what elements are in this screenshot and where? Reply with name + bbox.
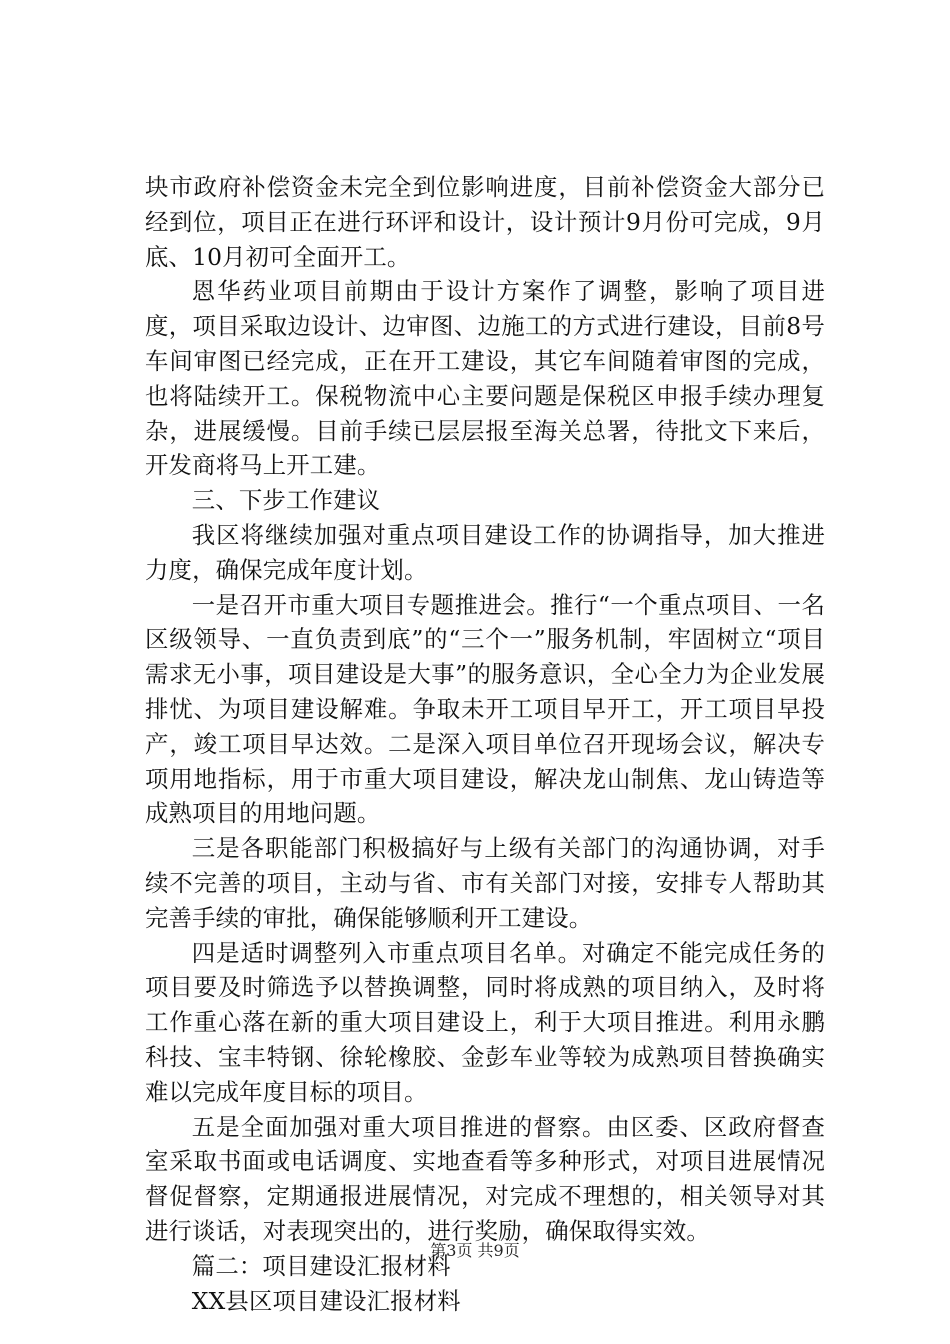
paragraph-4: 一是召开市重大项目专题推进会。推行“一个重点项目、一名区级领导、一直负责到底”的“三个一”服务机制，牢固树立“项目需求无小事，项目建设是大事”的服务意识，全心全力为企业发展排忧、为项目建设解难。争取未开工项目早开工，开工项目早投产，竣工项目早达效。二是深入项目单位召开现场会议，解决专项用地指标，用于市重大项目建设，解决龙山制焦、龙山铸造等成熟项目的用地问题。	[145, 590, 825, 828]
paragraph-1: 块市政府补偿资金未完全到位影响进度，目前补偿资金大部分已经到位，项目正在进行环评和设计，设计预计9月份可完成，9月底、10月初可全面开工。	[145, 173, 825, 271]
paragraph-5: 三是各职能部门积极搞好与上级有关部门的沟通协调，对手续不完善的项目，主动与省、市有关部门对接，安排专人帮助其完善手续的审批，确保能够顺利开工建设。	[145, 834, 825, 932]
chapter-heading: 篇二：项目建设汇报材料	[191, 1251, 451, 1280]
report-title: XX县区项目建设汇报材料	[191, 1286, 461, 1315]
paragraph-3: 我区将继续加强对重点项目建设工作的协调指导，加大推进力度，确保完成年度计划。	[145, 520, 825, 584]
document-body	[145, 170, 825, 1318]
paragraph-6: 四是适时调整列入市重点项目名单。对确定不能完成任务的项目要及时筛选予以替换调整，同时将成熟的项目纳入，及时将工作重心落在新的重大项目建设上，利于大项目推进。利用永鹏科技、宝丰特钢、徐轮橡胶、金彭车业等较为成熟项目替换确实难以完成年度目标的项目。	[145, 938, 825, 1106]
page-number-footer: 第3页 共9页	[430, 1241, 520, 1260]
paragraph-7: 五是全面加强对重大项目推进的督察。由区委、区政府督查室采取书面或电话调度、实地查看等多种形式，对项目进展情况督促督察，定期通报进展情况，对完成不理想的，相关领导对其进行谈话，对表现突出的，进行奖励，确保取得实效。	[145, 1112, 825, 1245]
section-heading: 三、下步工作建议	[191, 486, 381, 515]
paragraph-2: 恩华药业项目前期由于设计方案作了调整，影响了项目进度，项目采取边设计、边审图、边施工的方式进行建设，目前8号车间审图已经完成，正在开工建设，其它车间随着审图的完成，也将陆续开工。保税物流中心主要问题是保税区申报手续办理复杂，进展缓慢。目前手续已层层报至海关总署，待批文下来后，开发商将马上开工建。	[145, 277, 825, 480]
